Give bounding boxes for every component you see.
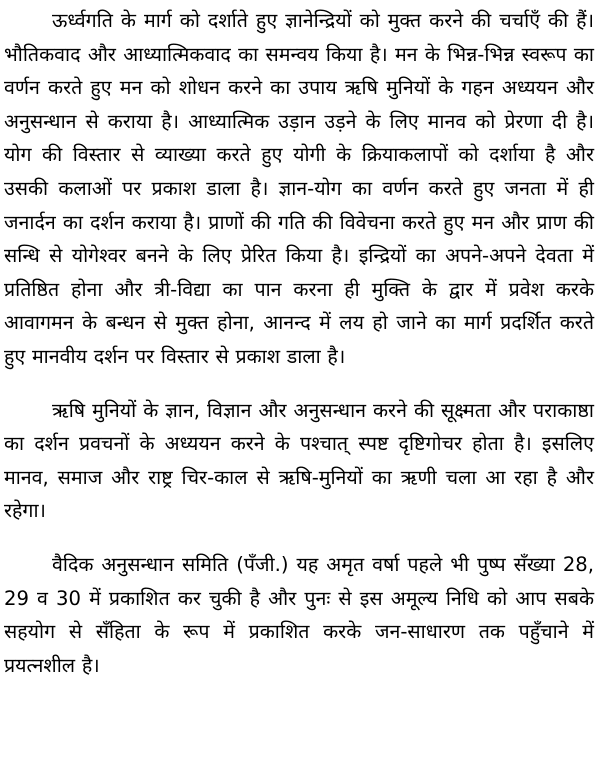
paragraph-2: ऋषि मुनियों के ज्ञान, विज्ञान और अनुसन्धान करने की सूक्ष्मता और पराकाष्ठा का दर्शन प्रवचनों के अध्ययन करने के पश्चात् स्पष्ट दृष्टिगोचर होता है। इसलिए मानव, समाज और राष्ट्र चिर-काल से ऋषि-मुनियों का ऋणी चला आ रहा है और रहेगा। <box>4 398 594 523</box>
paragraph-1: ऊर्ध्वगति के मार्ग को दर्शाते हुए ज्ञानेन्द्रियों को मुक्त करने की चर्चाएँ की हैं। भौतिकवाद और आध्यात्मिकवाद का समन्वय किया है। मन के भिन्न-भिन्न स्वरूप का वर्णन करते हुए मन को शोधन करने का उपाय ऋषि मुनियों के गहन अध्ययन और अनुसन्धान से कराया है। आध्यात्मिक उड़ान उड़ने के लिए मानव को प्रेरणा दी है। योग की विस्तार से व्याख्या करते हुए योगी के क्रियाकलापों को दर्शाया है और उसकी कलाओं पर प्रकाश डाला है। ज्ञान-योग का वर्णन करते हुए जनता में ही जनार्दन का दर्शन कराया है। प्राणों की गति की विवेचना करते हुए मन और प्राण की सन्धि से योगेश्वर बनने के लिए प्रेरित किया है। इन्द्रियों का अपने-अपने देवता में प्रतिष्ठित होना और त्री-विद्या का पान करना ही मुक्ति के द्वार में प्रवेश करके आवागमन के बन्धन से मुक्त होना, आनन्द में लय हो जाने का मार्ग प्रदर्शित करते हुए मानवीय दर्शन पर विस्तार से प्रकाश डाला है। <box>4 9 594 368</box>
paragraph-3: वैदिक अनुसन्धान समिति (पँजी.) यह अमृत वर्षा पहले भी पुष्प सँख्या 28, 29 व 30 में प्रकाशित कर चुकी है और पुनः से इस अमूल्य निधि को आप सबके सहयोग से सँहिता के रूप में प्रकाशित करके जन-साधारण तक पहुँचाने में प्रयत्नशील है। <box>4 552 594 677</box>
